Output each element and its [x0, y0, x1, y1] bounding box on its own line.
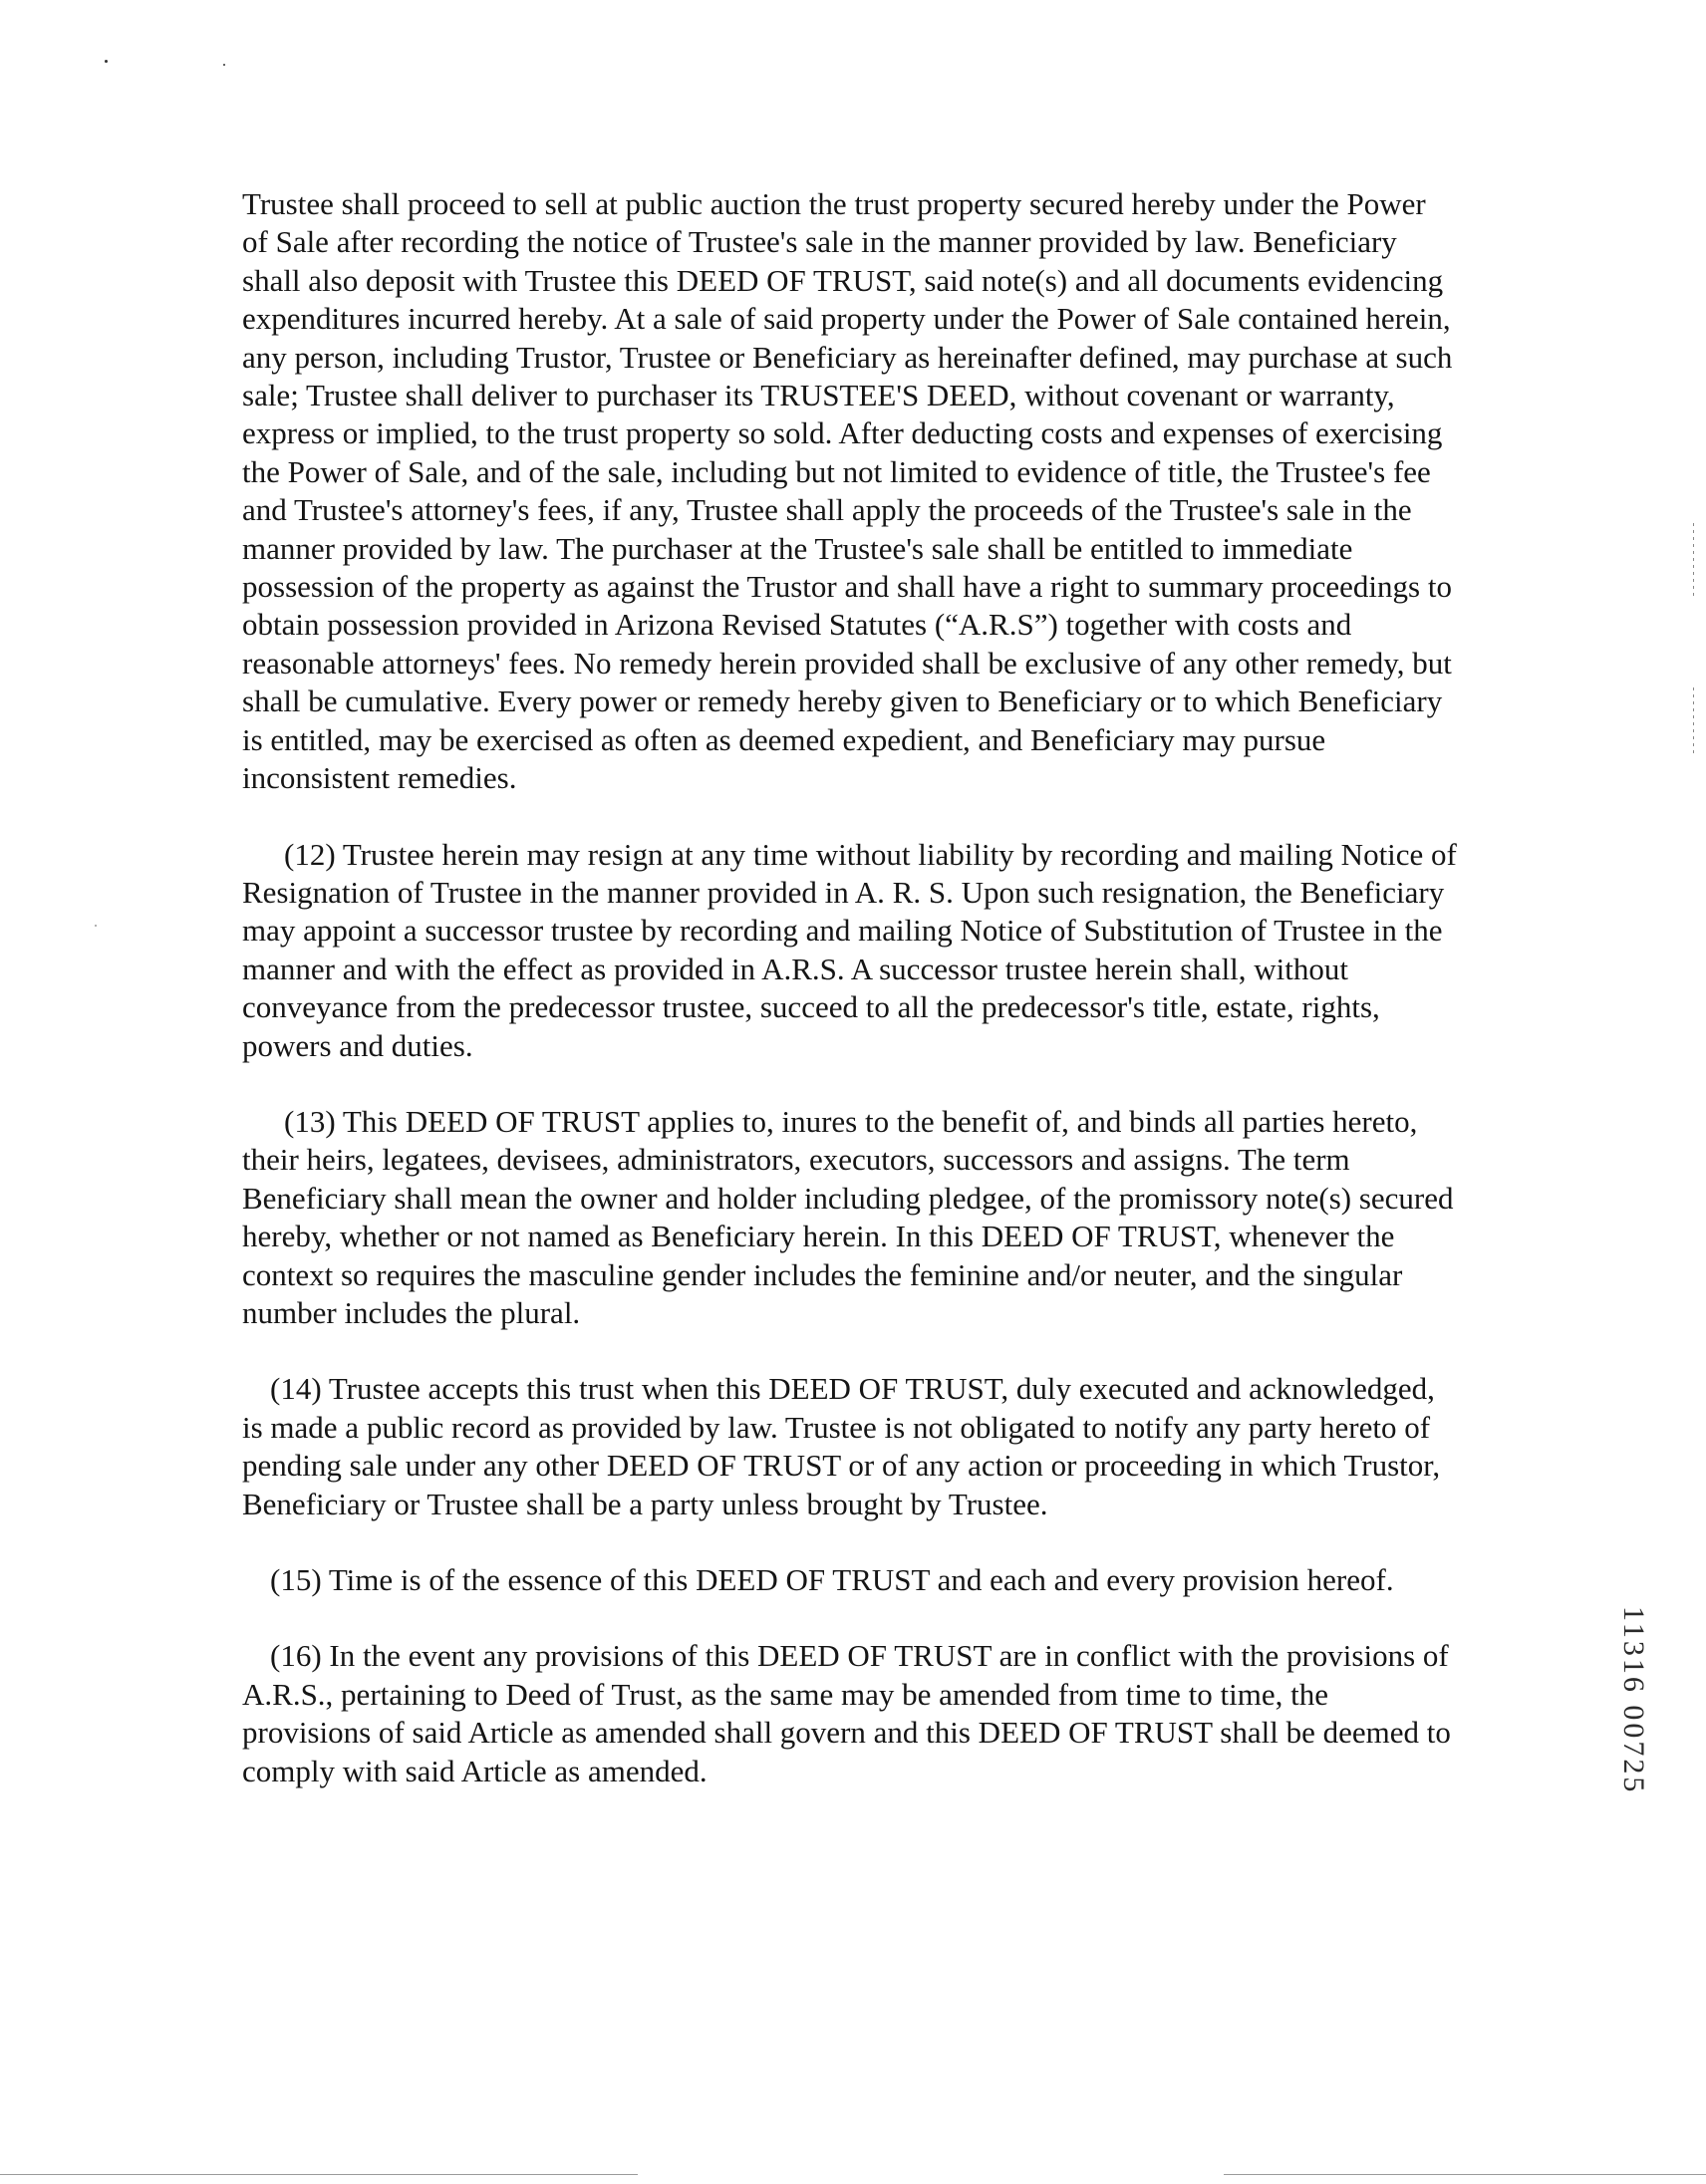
paragraph-sale-provisions: Trustee shall proceed to sell at public auction the trust property secured hereby under the Power of Sale after recording the notice of Trustee's sale in the manner provided by law. Beneficiary shall also deposit with Trustee this DEED OF TRUST, said note(s) and all documents evidencing expenditures incurred hereby. At a sale of said property under the Power of Sale contained herein, any person, including Trustor, Trustee or Beneficiary as hereinafter defined, may purchase at such sale; Trustee shall deliver to purchaser its TRUSTEE'S DEED, without covenant or warranty, express or implied, to the trust property so sold. After deducting costs and expenses of exercising the Power of Sale, and of the sale, including but not limited to evidence of title, the Trustee's fee and Trustee's attorney's fees, if any, Trustee shall apply the proceeds of the Trustee's sale in the manner provided by law. The purchaser at the Trustee's sale shall be entitled to immediate possession of the property as against the Trustor and shall have a right to summary proceedings to obtain possession provided in Arizona Revised Statutes (“A.R.S”) together with costs and reasonable attorneys' fees. No remedy herein provided shall be exclusive of any other remedy, but shall be cumulative. Every power or remedy hereby given to Beneficiary or to which Beneficiary is entitled, may be exercised as often as deemed expedient, and Beneficiary may pursue inconsistent remedies. — [242, 186, 1453, 796]
scan-speck — [105, 60, 108, 63]
paragraph-13-applicability: (13) This DEED OF TRUST applies to, inures to the benefit of, and binds all parties hereto, their heirs, legatees, devisees, administrators, executors, successors and assigns. The term Beneficiary shall mean the owner and holder including pledgee, of the promissory note(s) secured hereby, whether or not named as Beneficiary herein. In this DEED OF TRUST, whenever the context so requires the masculine gender includes the feminine and/or neuter, and the singular number includes the plural. — [242, 1103, 1454, 1330]
recording-number-text: 11316 00725 — [1617, 1606, 1650, 1795]
margin-mark — [1693, 523, 1694, 598]
paragraph-15-time-of-essence: (15) Time is of the essence of this DEED OF TRUST and each and every provision hereof. — [270, 1562, 1394, 1597]
scan-edge-line — [1224, 2174, 1706, 2175]
deed-of-trust-body — [242, 185, 1458, 1828]
scan-edge-line — [0, 2174, 638, 2175]
paragraph-12-resignation: (12) Trustee herein may resign at any time without liability by recording and mailing Notice of Resignation of Trustee in the manner provided in A. R. S. Upon such resignation, the Beneficiary may appoint a successor trustee by recording and mailing Notice of Substitution of Trustee in the manner and with the effect as provided in A.R.S. A successor trustee herein shall, without conveyance from the predecessor trustee, succeed to all the predecessor's title, estate, rights, powers and duties. — [242, 836, 1457, 1063]
scan-speck — [95, 925, 97, 927]
scan-speck — [223, 64, 225, 66]
paragraph-16-conflict: (16) In the event any provisions of this DEED OF TRUST are in conflict with the provisions of A.R.S., pertaining to Deed of Trust, as the same may be amended from time to time, the provisions of said Article as amended shall govern and this DEED OF TRUST shall be deemed to comply with said Article as amended. — [242, 1638, 1451, 1788]
paragraph-14-acceptance: (14) Trustee accepts this trust when this DEED OF TRUST, duly executed and acknowledged, is made a public record as provided by law. Trustee is not obligated to notify any party hereto of pending sale under any other DEED OF TRUST or of any action or proceeding in which Trustor, Beneficiary or Trustee shall be a party unless brought by Trustee. — [242, 1371, 1441, 1521]
margin-mark — [1693, 687, 1694, 757]
recording-number — [1614, 1606, 1654, 1885]
